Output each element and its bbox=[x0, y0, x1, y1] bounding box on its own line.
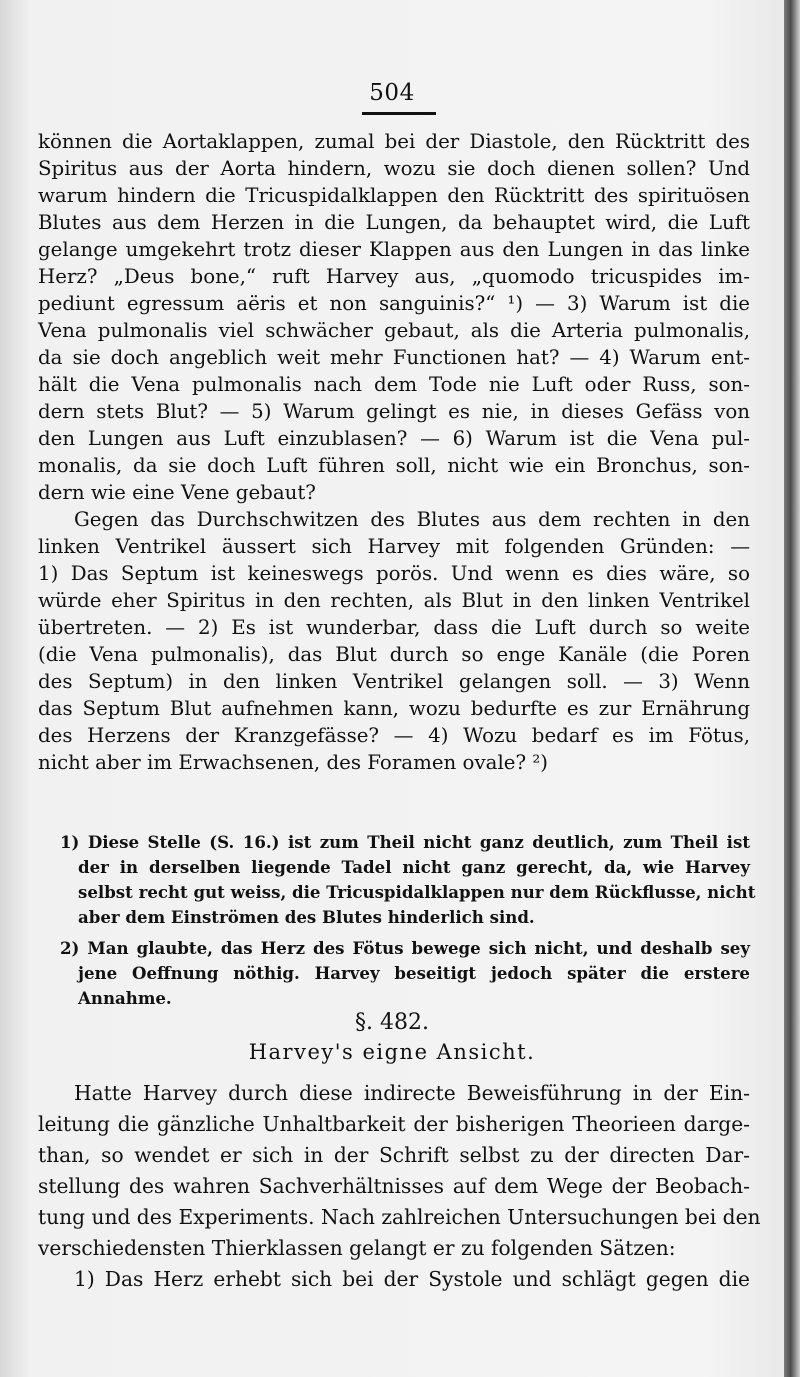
text-line: verschiedensten Thierklassen gelangt er zu folgenden Sätzen: bbox=[38, 1236, 676, 1260]
text-line: den Lungen aus Luft einzublasen? — 6) Warum ist die Vena pul- bbox=[38, 427, 750, 450]
book-spine-shadow bbox=[784, 0, 800, 1377]
text-line: pediunt egressum aëris et non sanguinis?“ ¹) — 3) Warum ist die bbox=[38, 292, 750, 315]
text-line: das Septum Blut aufnehmen kann, wozu bedurfte es zur Ernährung bbox=[38, 697, 750, 720]
text-line: gelange umgekehrt trotz dieser Klappen aus den Lungen in das linke bbox=[38, 238, 750, 261]
text-line: than, so wendet er sich in der Schrift selbst zu der directen Dar- bbox=[38, 1143, 750, 1167]
main-text bbox=[38, 128, 750, 776]
text-line: hält die Vena pulmonalis nach dem Tode nie Luft oder Russ, son- bbox=[38, 373, 750, 396]
section-text bbox=[38, 1078, 761, 1295]
text-line: des Herzens der Kranzgefässe? — 4) Wozu bedarf es im Fötus, bbox=[38, 724, 750, 747]
footnote-line: jene Oeffnung nöthig. Harvey beseitigt jedoch später die erstere bbox=[78, 963, 750, 983]
footnote-line: selbst recht gut weiss, die Tricuspidalklappen nur dem Rückflusse, nicht bbox=[78, 882, 756, 902]
text-line: Vena pulmonalis viel schwächer gebaut, als die Arteria pulmonalis, bbox=[38, 319, 750, 342]
text-line: 1) Das Herz erhebt sich bei der Systole und schlägt gegen die bbox=[74, 1267, 750, 1291]
text-line: leitung die gänzliche Unhaltbarkeit der bisherigen Theorieen darge- bbox=[38, 1112, 750, 1136]
text-line: (die Vena pulmonalis), das Blut durch so enge Kanäle (die Poren bbox=[38, 643, 750, 666]
text-line: linken Ventrikel äussert sich Harvey mit folgenden Gründen: — bbox=[38, 535, 750, 558]
footnote-line: Annahme. bbox=[78, 988, 172, 1008]
text-line: dern stets Blut? — 5) Warum gelingt es nie, in dieses Gefäss von bbox=[38, 400, 750, 423]
section-number: §. 482. bbox=[355, 1010, 429, 1035]
text-line: da sie doch angeblich weit mehr Functionen hat? — 4) Warum ent- bbox=[38, 346, 750, 369]
text-line: stellung des wahren Sachverhältnisses auf dem Wege der Beobach- bbox=[38, 1174, 750, 1198]
footnote-line: 2) Man glaubte, das Herz des Fötus bewege sich nicht, und deshalb sey bbox=[60, 938, 750, 958]
footnote-line: der in derselben liegende Tadel nicht ganz gerecht, da, wie Harvey bbox=[78, 857, 750, 877]
text-line: 1) Das Septum ist keineswegs porös. Und wenn es dies wäre, so bbox=[38, 562, 750, 585]
text-line: dern wie eine Vene gebaut? bbox=[38, 481, 316, 504]
section-title: Harvey's eigne Ansicht. bbox=[248, 1040, 536, 1064]
footnote-line: 1) Diese Stelle (S. 16.) ist zum Theil nicht ganz deutlich, zum Theil ist bbox=[60, 832, 750, 852]
text-line: Gegen das Durchschwitzen des Blutes aus dem rechten in den bbox=[74, 508, 750, 531]
text-line: Blutes aus dem Herzen in die Lungen, da behauptet wird, die Luft bbox=[38, 211, 750, 234]
text-line: tung und des Experiments. Nach zahlreichen Untersuchungen bei den bbox=[38, 1205, 761, 1229]
footnotes bbox=[60, 830, 756, 1011]
footnote-line: aber dem Einströmen des Blutes hinderlich sind. bbox=[78, 907, 535, 927]
text-line: übertreten. — 2) Es ist wunderbar, dass die Luft durch so weite bbox=[38, 616, 750, 639]
text-line: Herz? „Deus bone,“ ruft Harvey aus, „quomodo tricuspides im- bbox=[38, 265, 750, 288]
text-line: monalis, da sie doch Luft führen soll, nicht wie ein Bronchus, son- bbox=[38, 454, 750, 477]
text-line: würde eher Spiritus in den rechten, als Blut in den linken Ventrikel bbox=[38, 589, 750, 612]
text-line: Hatte Harvey durch diese indirecte Beweisführung in der Ein- bbox=[74, 1081, 750, 1105]
text-line: Spiritus aus der Aorta hindern, wozu sie doch dienen sollen? Und bbox=[38, 157, 750, 180]
page-number: 504 bbox=[369, 80, 415, 106]
text-line: warum hindern die Tricuspidalklappen den Rücktritt des spirituösen bbox=[38, 184, 750, 207]
page-number-rule bbox=[362, 112, 436, 115]
text-line: können die Aortaklappen, zumal bei der Diastole, den Rücktritt des bbox=[38, 130, 750, 153]
text-line: nicht aber im Erwachsenen, des Foramen ovale? ²) bbox=[38, 751, 549, 774]
text-line: des Septum) in den linken Ventrikel gelangen soll. — 3) Wenn bbox=[38, 670, 750, 693]
